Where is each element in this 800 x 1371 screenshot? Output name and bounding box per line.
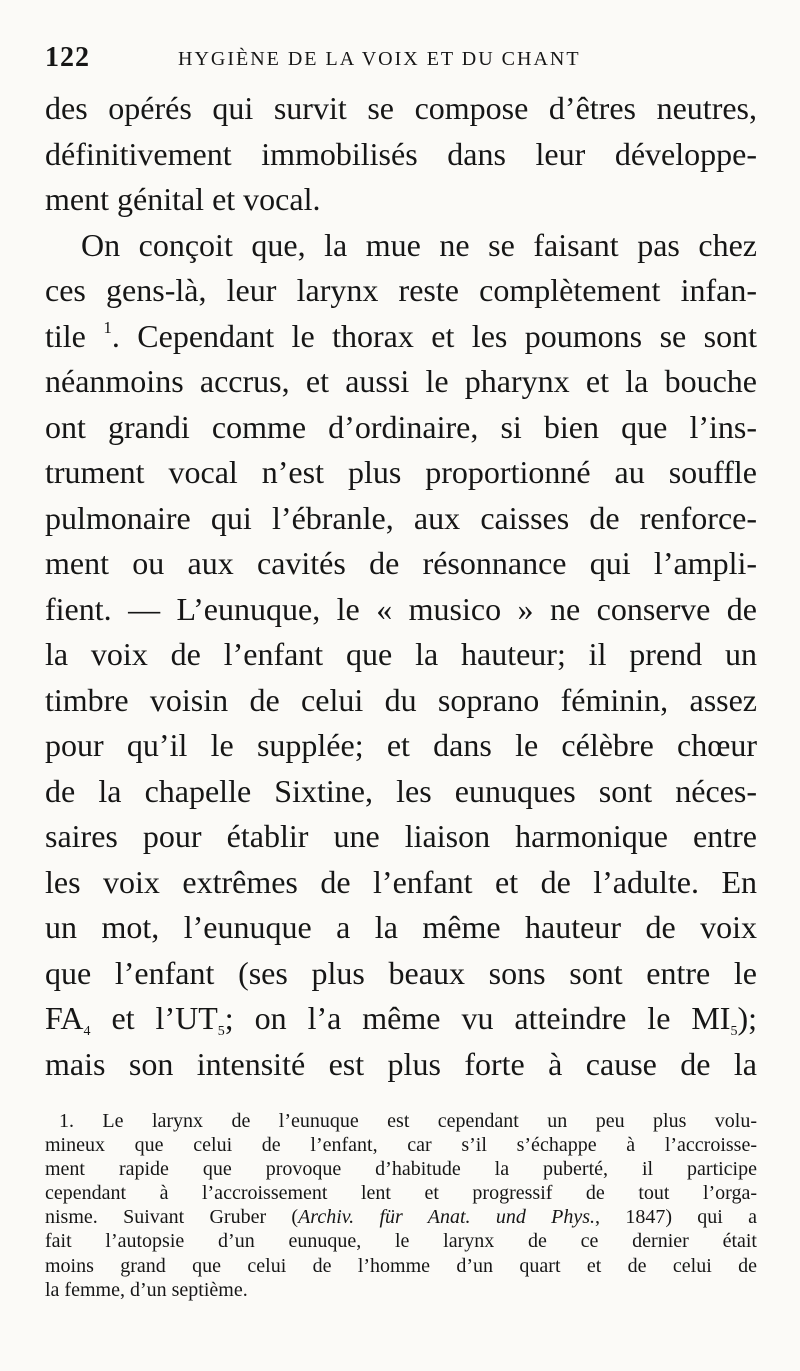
footnote-text: Le larynx de l’eunuque est cependant un peu plus volu- bbox=[74, 1110, 757, 1132]
body-line: On conçoit que, la mue ne se faisant pas chez bbox=[81, 226, 757, 263]
footnote-reference: 1 bbox=[103, 317, 112, 337]
footnote-line: la femme, d’un septième. bbox=[45, 1278, 248, 1301]
octave-index: 5 bbox=[217, 1024, 225, 1039]
body-line: de la chapelle Sixtine, les eunuques sont néces- bbox=[45, 772, 757, 809]
footnote-marker: 1. bbox=[59, 1110, 74, 1132]
text-fragment: ; on l’a même vu atteindre le MI bbox=[224, 1000, 731, 1036]
body-line: ment ou aux cavités de résonnance qui l’ampli- bbox=[45, 545, 757, 581]
footnote-line bbox=[45, 1205, 757, 1229]
body-line: pour qu’il le supplée; et dans le célèbre chœur bbox=[45, 727, 757, 763]
text-fragment: ); bbox=[737, 1000, 758, 1036]
body-line: que l’enfant (ses plus beaux sons sont entre le bbox=[45, 954, 757, 991]
body-line: ces gens-là, leur larynx reste complètement infan- bbox=[45, 272, 757, 308]
citation-title: Archiv. für Anat. und Phys. bbox=[298, 1206, 596, 1229]
body-line: définitivement immobilisés dans leur développe- bbox=[45, 135, 757, 172]
footnote bbox=[45, 1109, 757, 1302]
body-text bbox=[45, 86, 757, 1087]
body-line: trument vocal n’est plus proportionné au souffle bbox=[45, 454, 757, 490]
body-line: les voix extrêmes de l’enfant et de l’adulte. En bbox=[45, 863, 757, 900]
body-line: mais son intensité est plus forte à cause de la bbox=[45, 1045, 757, 1082]
footnote-line: moins grand que celui de l’homme d’un quart et de celui de bbox=[45, 1254, 757, 1277]
body-line: néanmoins accrus, et aussi le pharynx et la bouche bbox=[45, 363, 757, 399]
footnote-line: mineux que celui de l’enfant, car s’il s’échappe à l’accroisse- bbox=[45, 1134, 757, 1157]
note-fa: FA bbox=[45, 1000, 84, 1036]
octave-index: 5 bbox=[730, 1024, 738, 1039]
page-header bbox=[45, 42, 757, 82]
body-line: fient. — L’eunuque, le « musico » ne conserve de bbox=[45, 590, 757, 627]
body-line: ment génital et vocal. bbox=[45, 181, 321, 217]
citation-open: ( bbox=[266, 1206, 299, 1229]
body-line-start: tile bbox=[45, 317, 86, 354]
body-line-notes bbox=[45, 996, 757, 1042]
body-line-rest: . Cependant le thorax et les poumons se sont bbox=[111, 317, 758, 354]
body-line bbox=[45, 314, 757, 360]
footnote-line: ment rapide que provoque d’habitude la puberté, il participe bbox=[45, 1158, 757, 1181]
footnote-line: cependant à l’accroissement lent et progressif de tout l’orga- bbox=[45, 1182, 757, 1205]
body-line: la voix de l’enfant que la hauteur; il prend un bbox=[45, 636, 757, 672]
citation-close: , 1847) qui a bbox=[595, 1206, 758, 1229]
body-line: des opérés qui survit se compose d’êtres neutres, bbox=[45, 90, 757, 126]
text-fragment: et l’UT bbox=[90, 1000, 218, 1036]
footnote-line bbox=[45, 1109, 757, 1133]
body-line: saires pour établir une liaison harmonique entre bbox=[45, 818, 757, 854]
footnote-text: nisme. Suivant Gruber bbox=[45, 1206, 267, 1229]
body-line: ont grandi comme d’ordinaire, si bien que l’ins- bbox=[45, 408, 757, 445]
body-line: pulmonaire qui l’ébranle, aux caisses de renforce- bbox=[45, 499, 757, 536]
body-line: un mot, l’eunuque a la même hauteur de voix bbox=[45, 909, 757, 945]
footnote-line: fait l’autopsie d’un eunuque, le larynx de ce dernier était bbox=[45, 1230, 757, 1253]
page-number: 122 bbox=[45, 42, 90, 73]
body-line: timbre voisin de celui du soprano féminin, assez bbox=[45, 681, 757, 718]
octave-index: 4 bbox=[83, 1024, 91, 1039]
running-title: HYGIÈNE DE LA VOIX ET DU CHANT bbox=[178, 48, 581, 70]
